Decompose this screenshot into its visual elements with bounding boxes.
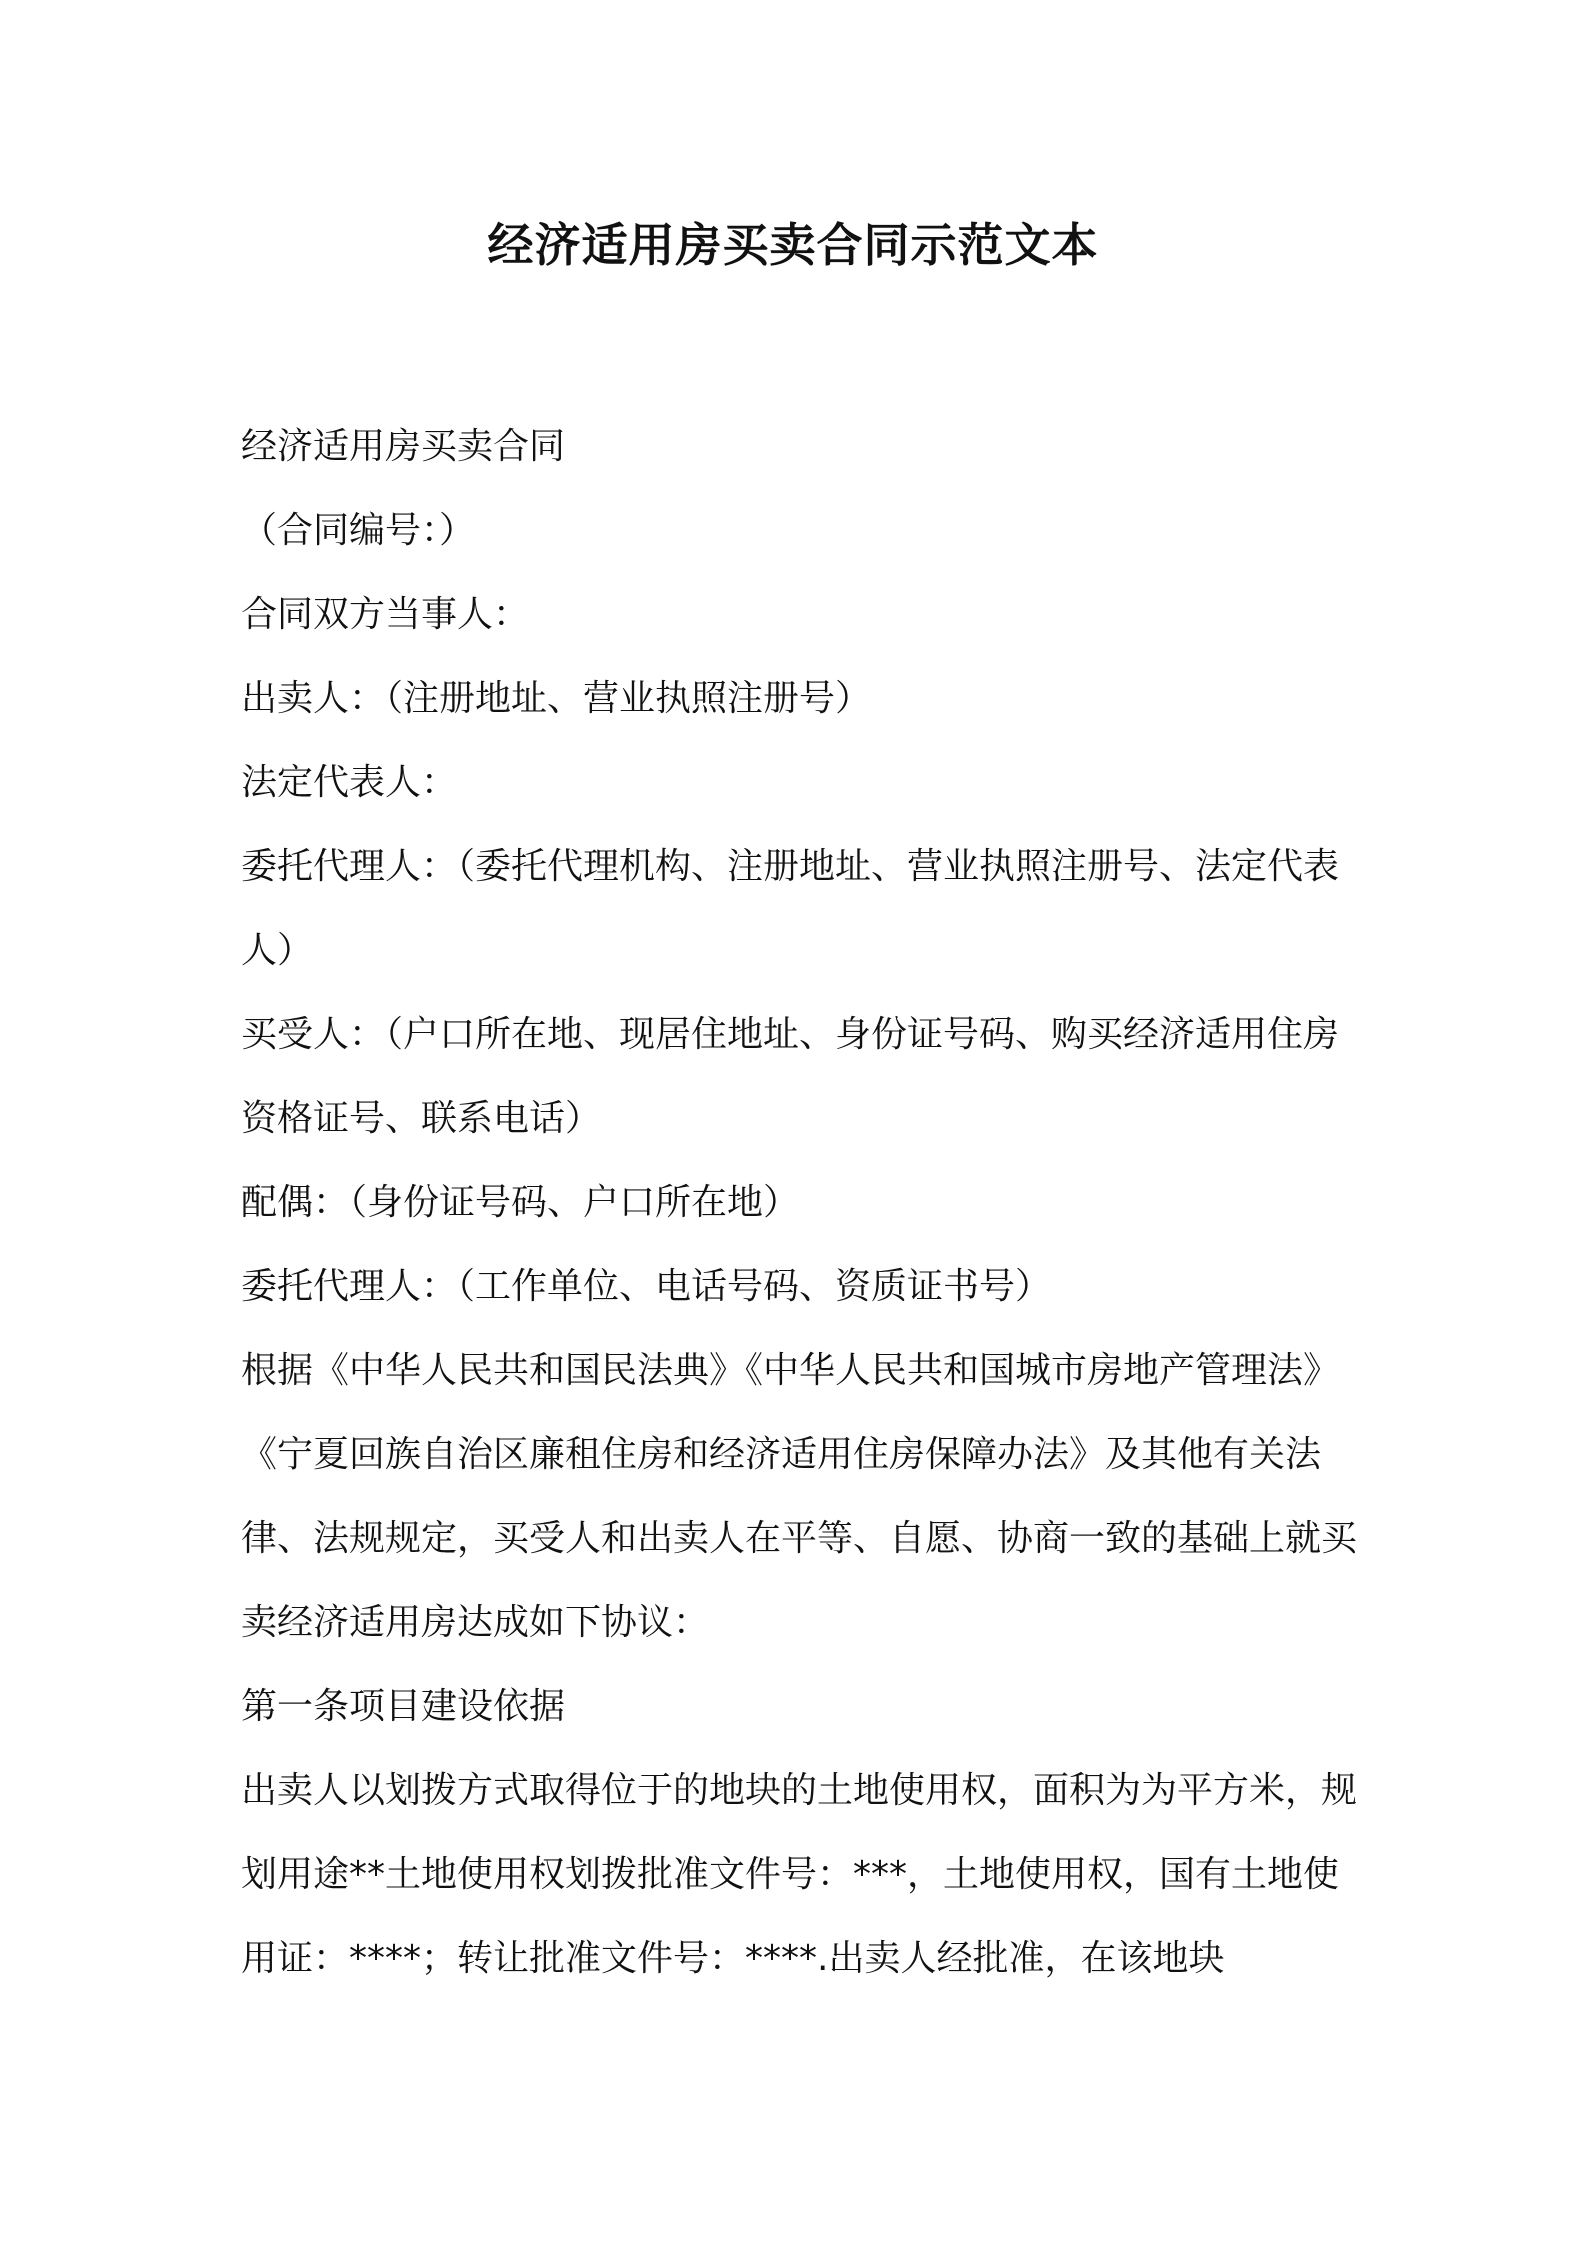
paragraph-seller-agent: 委托代理人：（委托代理机构、注册地址、营业执照注册号、法定代表人） [241, 846, 1340, 971]
paragraph-buyer-agent: 委托代理人：（工作单位、电话号码、资质证书号） [241, 1266, 1052, 1307]
paragraph-article-one-heading: 第一条项目建设依据 [241, 1686, 566, 1727]
paragraph-article-one-body: 出卖人以划拨方式取得位于的地块的土地使用权，面积为为平方米，规划用途**土地使用权划拨批准文件号：***，土地使用权，国有土地使用证：****；转让批准文件号：****.出卖人经批准，在该地块 [241, 1770, 1358, 1979]
paragraph-buyer: 买受人：（户口所在地、现居住地址、身份证号码、购买经济适用住房资格证号、联系电话） [241, 1014, 1340, 1139]
paragraph-seller: 出卖人：（注册地址、营业执照注册号） [241, 678, 872, 719]
document-body [241, 405, 1371, 2001]
paragraph-parties: 合同双方当事人： [241, 594, 530, 635]
paragraph-contract-number: （合同编号：） [241, 510, 476, 551]
paragraph-legal-representative: 法定代表人： [241, 762, 458, 803]
paragraph-legal-basis: 根据《中华人民共和国民法典》《中华人民共和国城市房地产管理法》《宁夏回族自治区廉租住房和经济适用住房保障办法》及其他有关法律、法规规定，买受人和出卖人在平等、自愿、协商一致的基础上就买卖经济适用房达成如下协议： [241, 1350, 1358, 1643]
document-title: 经济适用房买卖合同示范文本 [487, 218, 1099, 272]
paragraph-spouse: 配偶：（身份证号码、户口所在地） [241, 1182, 800, 1223]
paragraph-contract-heading: 经济适用房买卖合同 [241, 426, 566, 467]
